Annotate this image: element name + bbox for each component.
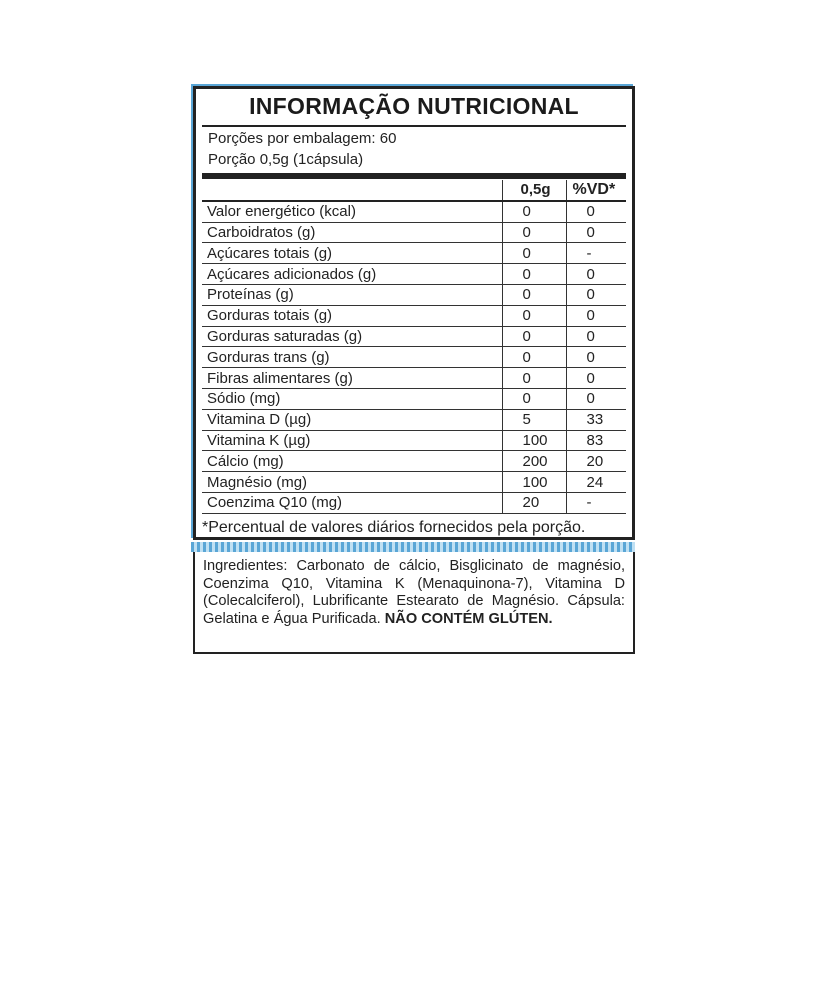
nutrient-amount: 0 [502,388,566,409]
ingredients-box [193,552,635,654]
nutrient-name: Açúcares totais (g) [202,243,502,264]
decorative-stripe [191,542,635,552]
nutrient-daily-value: 83 [566,430,626,451]
nutrient-daily-value: 0 [566,388,626,409]
nutrient-name: Gorduras trans (g) [202,347,502,368]
table-row [202,222,626,243]
nutrient-name: Sódio (mg) [202,388,502,409]
nutrient-daily-value: 0 [566,347,626,368]
nutrient-amount: 0 [502,326,566,347]
nutrient-name: Coenzima Q10 (mg) [202,492,502,513]
nutrient-name: Gorduras saturadas (g) [202,326,502,347]
nutrient-daily-value: 20 [566,451,626,472]
table-row [202,492,626,513]
nutrient-amount: 200 [502,451,566,472]
table-row [202,430,626,451]
table-row [202,368,626,389]
nutrient-amount: 0 [502,347,566,368]
nutrient-name: Vitamina D (µg) [202,409,502,430]
nutrient-amount: 100 [502,472,566,493]
table-row [202,305,626,326]
table-row [202,284,626,305]
table-row [202,347,626,368]
nutrient-amount: 100 [502,430,566,451]
nutrient-amount: 0 [502,368,566,389]
nutrient-daily-value: 0 [566,284,626,305]
ingredients-list: Ingredientes: Carbonato de cálcio, Bisglicinato de magnésio, Coenzima Q10, Vitamina K (Menaquinona-7), Vitamina D (Colecalciferol), Lubrificante Estearato de Magnésio. Cápsula: Gelatina e Água Purificada. [203,558,625,627]
nutrient-daily-value: 24 [566,472,626,493]
nutrient-daily-value: 0 [566,305,626,326]
nutrient-name: Valor energético (kcal) [202,201,502,222]
nutrient-daily-value: - [566,243,626,264]
table-row [202,472,626,493]
column-header-daily-value: %VD* [566,180,626,201]
nutrient-amount: 20 [502,492,566,513]
nutrient-amount: 0 [502,305,566,326]
nutrient-name: Fibras alimentares (g) [202,368,502,389]
table-row [202,326,626,347]
daily-value-footnote: *Percentual de valores diários fornecidos pela porção. [202,519,586,536]
nutrient-amount: 0 [502,284,566,305]
nutrient-daily-value: - [566,492,626,513]
nutrition-title: INFORMAÇÃO NUTRICIONAL [249,93,579,119]
table-row [202,243,626,264]
table-row [202,264,626,285]
nutrition-table [202,180,626,514]
table-row [202,388,626,409]
nutrition-facts-panel [193,86,635,540]
nutrient-daily-value: 0 [566,201,626,222]
nutrient-name: Açúcares adicionados (g) [202,264,502,285]
nutrient-amount: 5 [502,409,566,430]
table-header-row [202,180,626,201]
nutrient-daily-value: 33 [566,409,626,430]
nutrient-amount: 0 [502,222,566,243]
nutrient-name: Magnésio (mg) [202,472,502,493]
gluten-notice: NÃO CONTÉM GLÚTEN. [384,610,553,627]
nutrient-name: Proteínas (g) [202,284,502,305]
nutrient-daily-value: 0 [566,368,626,389]
nutrient-name: Cálcio (mg) [202,451,502,472]
table-row [202,451,626,472]
nutrient-name: Gorduras totais (g) [202,305,502,326]
nutrient-amount: 0 [502,243,566,264]
serving-size: Porção 0,5g (1cápsula) [208,151,364,168]
table-row [202,201,626,222]
column-header-amount: 0,5g [502,180,566,201]
ingredients-text [203,558,625,628]
nutrient-daily-value: 0 [566,222,626,243]
table-row [202,409,626,430]
nutrient-name: Carboidratos (g) [202,222,502,243]
servings-per-package: Porções por embalagem: 60 [208,130,397,147]
nutrient-name: Vitamina K (µg) [202,430,502,451]
nutrient-daily-value: 0 [566,326,626,347]
thick-divider [202,173,626,179]
title-divider [202,125,626,127]
nutrient-daily-value: 0 [566,264,626,285]
nutrient-amount: 0 [502,201,566,222]
nutrient-amount: 0 [502,264,566,285]
column-header-name [202,180,502,201]
